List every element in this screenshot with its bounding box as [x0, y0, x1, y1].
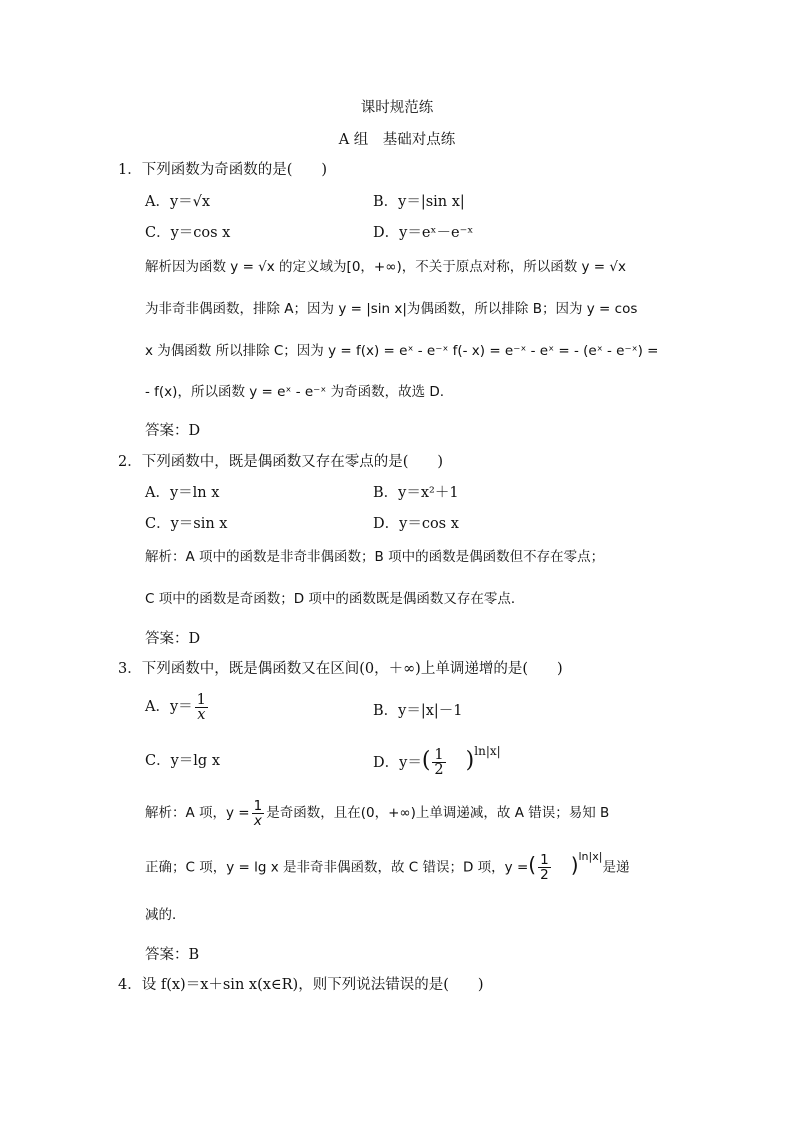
question-1-analysis-line-4: - f(x)，所以函数 y = eˣ - e⁻ˣ 为奇函数，故选 D. — [145, 384, 445, 400]
question-1-option-c: C．y＝cos x — [145, 225, 231, 241]
question-3-answer: 答案：B — [145, 947, 200, 963]
question-2-stem: 2．下列函数中，既是偶函数又存在零点的是( ) — [118, 454, 444, 470]
question-1-stem: 1．下列函数为奇函数的是( ) — [118, 162, 328, 178]
question-1-analysis-line-2: 为非奇非偶函数，排除 A；因为 y = |sin x|为偶函数，所以排除 B；因为 y = cos — [145, 301, 638, 317]
question-1-answer: 答案：D — [145, 423, 201, 439]
question-3-analysis-line-2: 正确；C 项，y = lg x 是非奇非偶函数，故 C 错误；D 项，y =( $\frac{1}{2}$ )$^{ln|x|}$是递 — [145, 850, 630, 883]
question-2-analysis-line-2: C 项中的函数是奇函数；D 项中的函数既是偶函数又存在零点． — [145, 591, 525, 607]
question-2-option-d: D．y＝cos x — [373, 516, 459, 532]
question-4-stem: 4．设 f(x)＝x＋sin x(x∈R)，则下列说法错误的是( ) — [118, 977, 484, 993]
question-3-analysis-line-1: 解析：A 项，y = $\frac{1}{x}$ 是奇函数，且在(0，+∞)上单调递减，故 A 错误；易知 B — [145, 797, 610, 829]
question-3-analysis-line-3: 减的． — [145, 907, 186, 923]
question-2-answer: 答案：D — [145, 631, 201, 647]
question-1-option-b: B．y＝|sin x| — [373, 194, 465, 210]
question-2-option-b: B．y＝x²＋1 — [373, 485, 459, 501]
question-1-analysis-line-1: 解析因为函数 y = √x 的定义域为[0，+∞)，不关于原点对称，所以函数 y = √x — [145, 259, 627, 275]
question-3-option-a: A．y＝ $\frac{1}{x}$ — [145, 691, 206, 723]
question-3-stem: 3．下列函数中，既是偶函数又在区间(0，＋∞)上单调递增的是( ) — [118, 661, 563, 677]
question-1-option-a: A．y＝√x — [145, 194, 211, 210]
fraction-one-half: $\frac{1}{2}$ — [434, 747, 444, 779]
section-subtitle: A 组 基础对点练 — [338, 132, 456, 148]
question-1-analysis-line-3: x 为偶函数 所以排除 C；因为 y = f(x) = eˣ - e⁻ˣ f(- x) = e⁻ˣ - eˣ = - (eˣ - e⁻ˣ) = — [145, 343, 659, 359]
page-title: 课时规范练 — [360, 100, 434, 116]
question-3-option-c: C．y＝lg x — [145, 753, 220, 769]
question-2-option-c: C．y＝sin x — [145, 516, 228, 532]
question-2-analysis-line-1: 解析：A 项中的函数是非奇非偶函数；B 项中的函数是偶函数但不存在零点； — [145, 549, 605, 565]
fraction-one-over-x: $\frac{1}{x}$ — [196, 691, 206, 723]
question-3-option-d: D．y＝( $\frac{1}{2}$ )$^{ln|x|}$ — [373, 744, 501, 779]
question-3-option-b: B．y＝|x|－1 — [373, 703, 463, 719]
question-2-option-a: A．y＝ln x — [145, 485, 220, 501]
question-1-option-d: D．y＝eˣ－e⁻ˣ — [373, 225, 474, 241]
